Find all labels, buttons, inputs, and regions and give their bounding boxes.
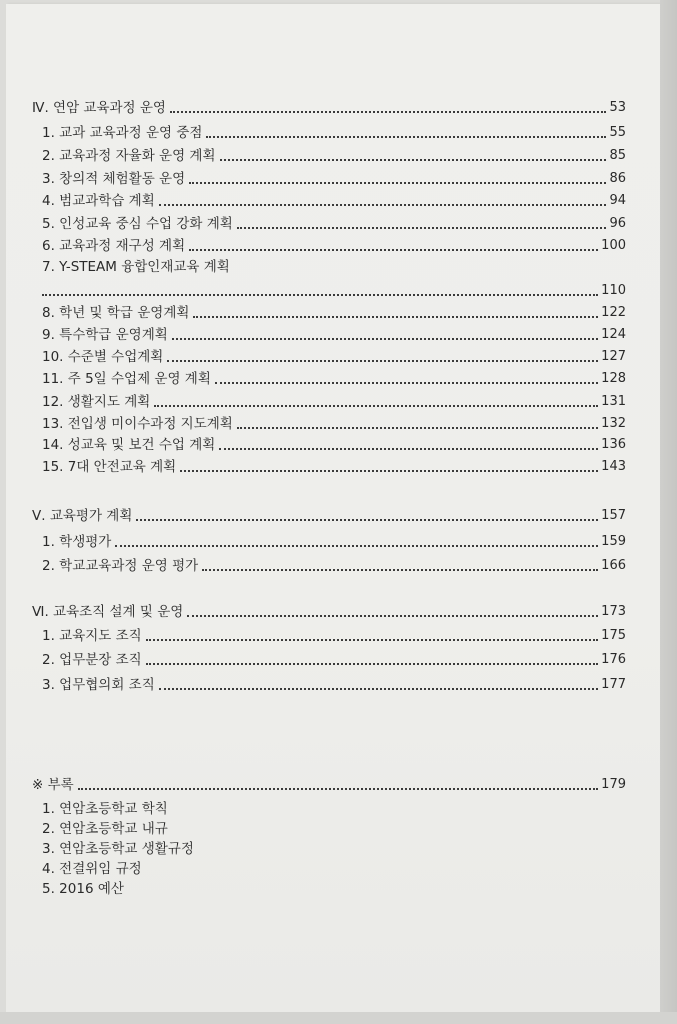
toc-page-number: 175	[601, 628, 626, 643]
toc-leader	[159, 203, 607, 206]
toc-leader	[136, 518, 598, 521]
toc-leader	[237, 426, 598, 429]
toc-item-label: 4. 범교과학습 계획	[42, 193, 155, 209]
toc-item	[42, 305, 626, 321]
toc-item-label: 2. 학교교육과정 운영 평가	[42, 558, 199, 574]
toc-item-label: 5. 인성교육 중심 수업 강화 계획	[42, 216, 233, 232]
toc-leader	[237, 226, 607, 229]
toc-leader	[215, 381, 598, 384]
toc-item	[42, 148, 626, 164]
toc-item	[42, 371, 626, 387]
toc-page-number: 122	[601, 305, 626, 320]
toc-page-number: 166	[601, 558, 626, 573]
appendix-item-label: 3. 연암초등학교 생활규정	[42, 841, 194, 857]
appendix-item	[42, 801, 168, 817]
toc-item	[42, 534, 626, 550]
toc-page-number: 127	[601, 349, 626, 364]
toc-page-number: 177	[601, 677, 626, 692]
toc-leader	[206, 135, 606, 138]
toc-item-continuation	[42, 283, 626, 299]
toc-leader	[189, 181, 606, 184]
toc-leader	[78, 787, 598, 790]
toc-section-title: Ⅵ. 교육조직 설계 및 운영	[32, 604, 184, 620]
toc-page-number: 157	[601, 508, 626, 523]
toc-item	[42, 677, 626, 693]
toc-leader	[220, 158, 607, 161]
toc-item-label: 6. 교육과정 재구성 계획	[42, 238, 186, 254]
toc-item	[42, 193, 626, 209]
toc-leader	[202, 568, 598, 571]
toc-leader	[189, 248, 598, 251]
toc-page-number: 85	[609, 148, 626, 163]
toc-item	[42, 238, 626, 254]
toc-item-label: 12. 생활지도 계획	[42, 394, 151, 410]
toc-item	[42, 171, 626, 187]
toc-page-number: 53	[609, 100, 626, 115]
toc-page-number: 173	[601, 604, 626, 619]
toc-leader	[159, 687, 598, 690]
toc-item-label: 3. 창의적 체험활동 운영	[42, 171, 186, 187]
toc-item	[42, 327, 626, 343]
toc-page-number: 86	[609, 171, 626, 186]
toc-page-number: 143	[601, 459, 626, 474]
toc-page-number: 128	[601, 371, 626, 386]
toc-leader	[154, 404, 598, 407]
toc-item-label: 10. 수준별 수업계획	[42, 349, 164, 365]
toc-item-label: 7. Y-STEAM 융합인재교육 계획	[42, 259, 230, 275]
toc-item	[42, 437, 626, 453]
page-edge	[660, 0, 677, 1024]
toc-item	[42, 416, 626, 432]
appendix-item-label: 1. 연암초등학교 학칙	[42, 801, 168, 817]
toc-page-number: 96	[609, 216, 626, 231]
toc-section-title: ※ 부록	[32, 777, 74, 793]
toc-page-number: 159	[601, 534, 626, 549]
toc-leader	[180, 469, 598, 472]
toc-item-label: 13. 전입생 미이수과정 지도계획	[42, 416, 233, 432]
toc-leader	[42, 293, 598, 296]
appendix-item	[42, 881, 124, 897]
toc-item-label: 15. 7대 안전교육 계획	[42, 459, 177, 475]
appendix-item	[42, 841, 194, 857]
toc-leader	[167, 359, 598, 362]
toc-item	[42, 394, 626, 410]
toc-item	[42, 216, 626, 232]
toc-item	[42, 558, 626, 574]
appendix-item	[42, 861, 142, 877]
toc-page-number: 132	[601, 416, 626, 431]
toc-section-title: Ⅴ. 교육평가 계획	[32, 508, 133, 524]
toc-section-iv	[32, 100, 626, 116]
toc-item-label: 9. 특수학급 운영계획	[42, 327, 168, 343]
page-edge-bottom	[0, 1012, 677, 1024]
toc-item-label: 3. 업무협의회 조직	[42, 677, 155, 693]
toc-appendix	[32, 777, 626, 793]
toc-page-number: 176	[601, 652, 626, 667]
toc-page-number: 100	[601, 238, 626, 253]
toc-page-number: 131	[601, 394, 626, 409]
appendix-item	[42, 821, 168, 837]
toc-section-v	[32, 508, 626, 524]
toc-item-label: 1. 교과 교육과정 운영 중점	[42, 125, 203, 141]
toc-leader	[219, 447, 598, 450]
toc-item	[42, 628, 626, 644]
toc-page-number: 124	[601, 327, 626, 342]
appendix-item-label: 5. 2016 예산	[42, 881, 124, 897]
toc-item-label: 11. 주 5일 수업제 운영 계획	[42, 371, 211, 387]
toc-page-number: 179	[601, 777, 626, 792]
toc-item	[42, 125, 626, 141]
toc-item-label: 2. 교육과정 자율화 운영 계획	[42, 148, 216, 164]
toc-leader	[146, 662, 598, 665]
toc-leader	[146, 638, 598, 641]
toc-page-number: 110	[601, 283, 626, 298]
toc-item-label: 2. 업무분장 조직	[42, 652, 142, 668]
toc-item	[42, 349, 626, 365]
toc-item-label: 1. 교육지도 조직	[42, 628, 142, 644]
toc-item	[42, 259, 626, 275]
toc-section-title: Ⅳ. 연암 교육과정 운영	[32, 100, 166, 116]
toc-item-label: 8. 학년 및 학급 운영계획	[42, 305, 190, 321]
toc-leader	[193, 315, 598, 318]
toc-section-vi	[32, 604, 626, 620]
toc-page-number: 136	[601, 437, 626, 452]
toc-leader	[115, 544, 598, 547]
toc-page-number: 94	[609, 193, 626, 208]
appendix-item-label: 4. 전결위임 규정	[42, 861, 142, 877]
toc-item	[42, 459, 626, 475]
toc-item-label: 1. 학생평가	[42, 534, 112, 550]
toc-item	[42, 652, 626, 668]
toc-page-number: 55	[609, 125, 626, 140]
toc-leader	[172, 337, 598, 340]
appendix-item-label: 2. 연암초등학교 내규	[42, 821, 168, 837]
toc-item-label: 14. 성교육 및 보건 수업 계획	[42, 437, 216, 453]
toc-leader	[170, 110, 607, 113]
toc-leader	[187, 614, 598, 617]
